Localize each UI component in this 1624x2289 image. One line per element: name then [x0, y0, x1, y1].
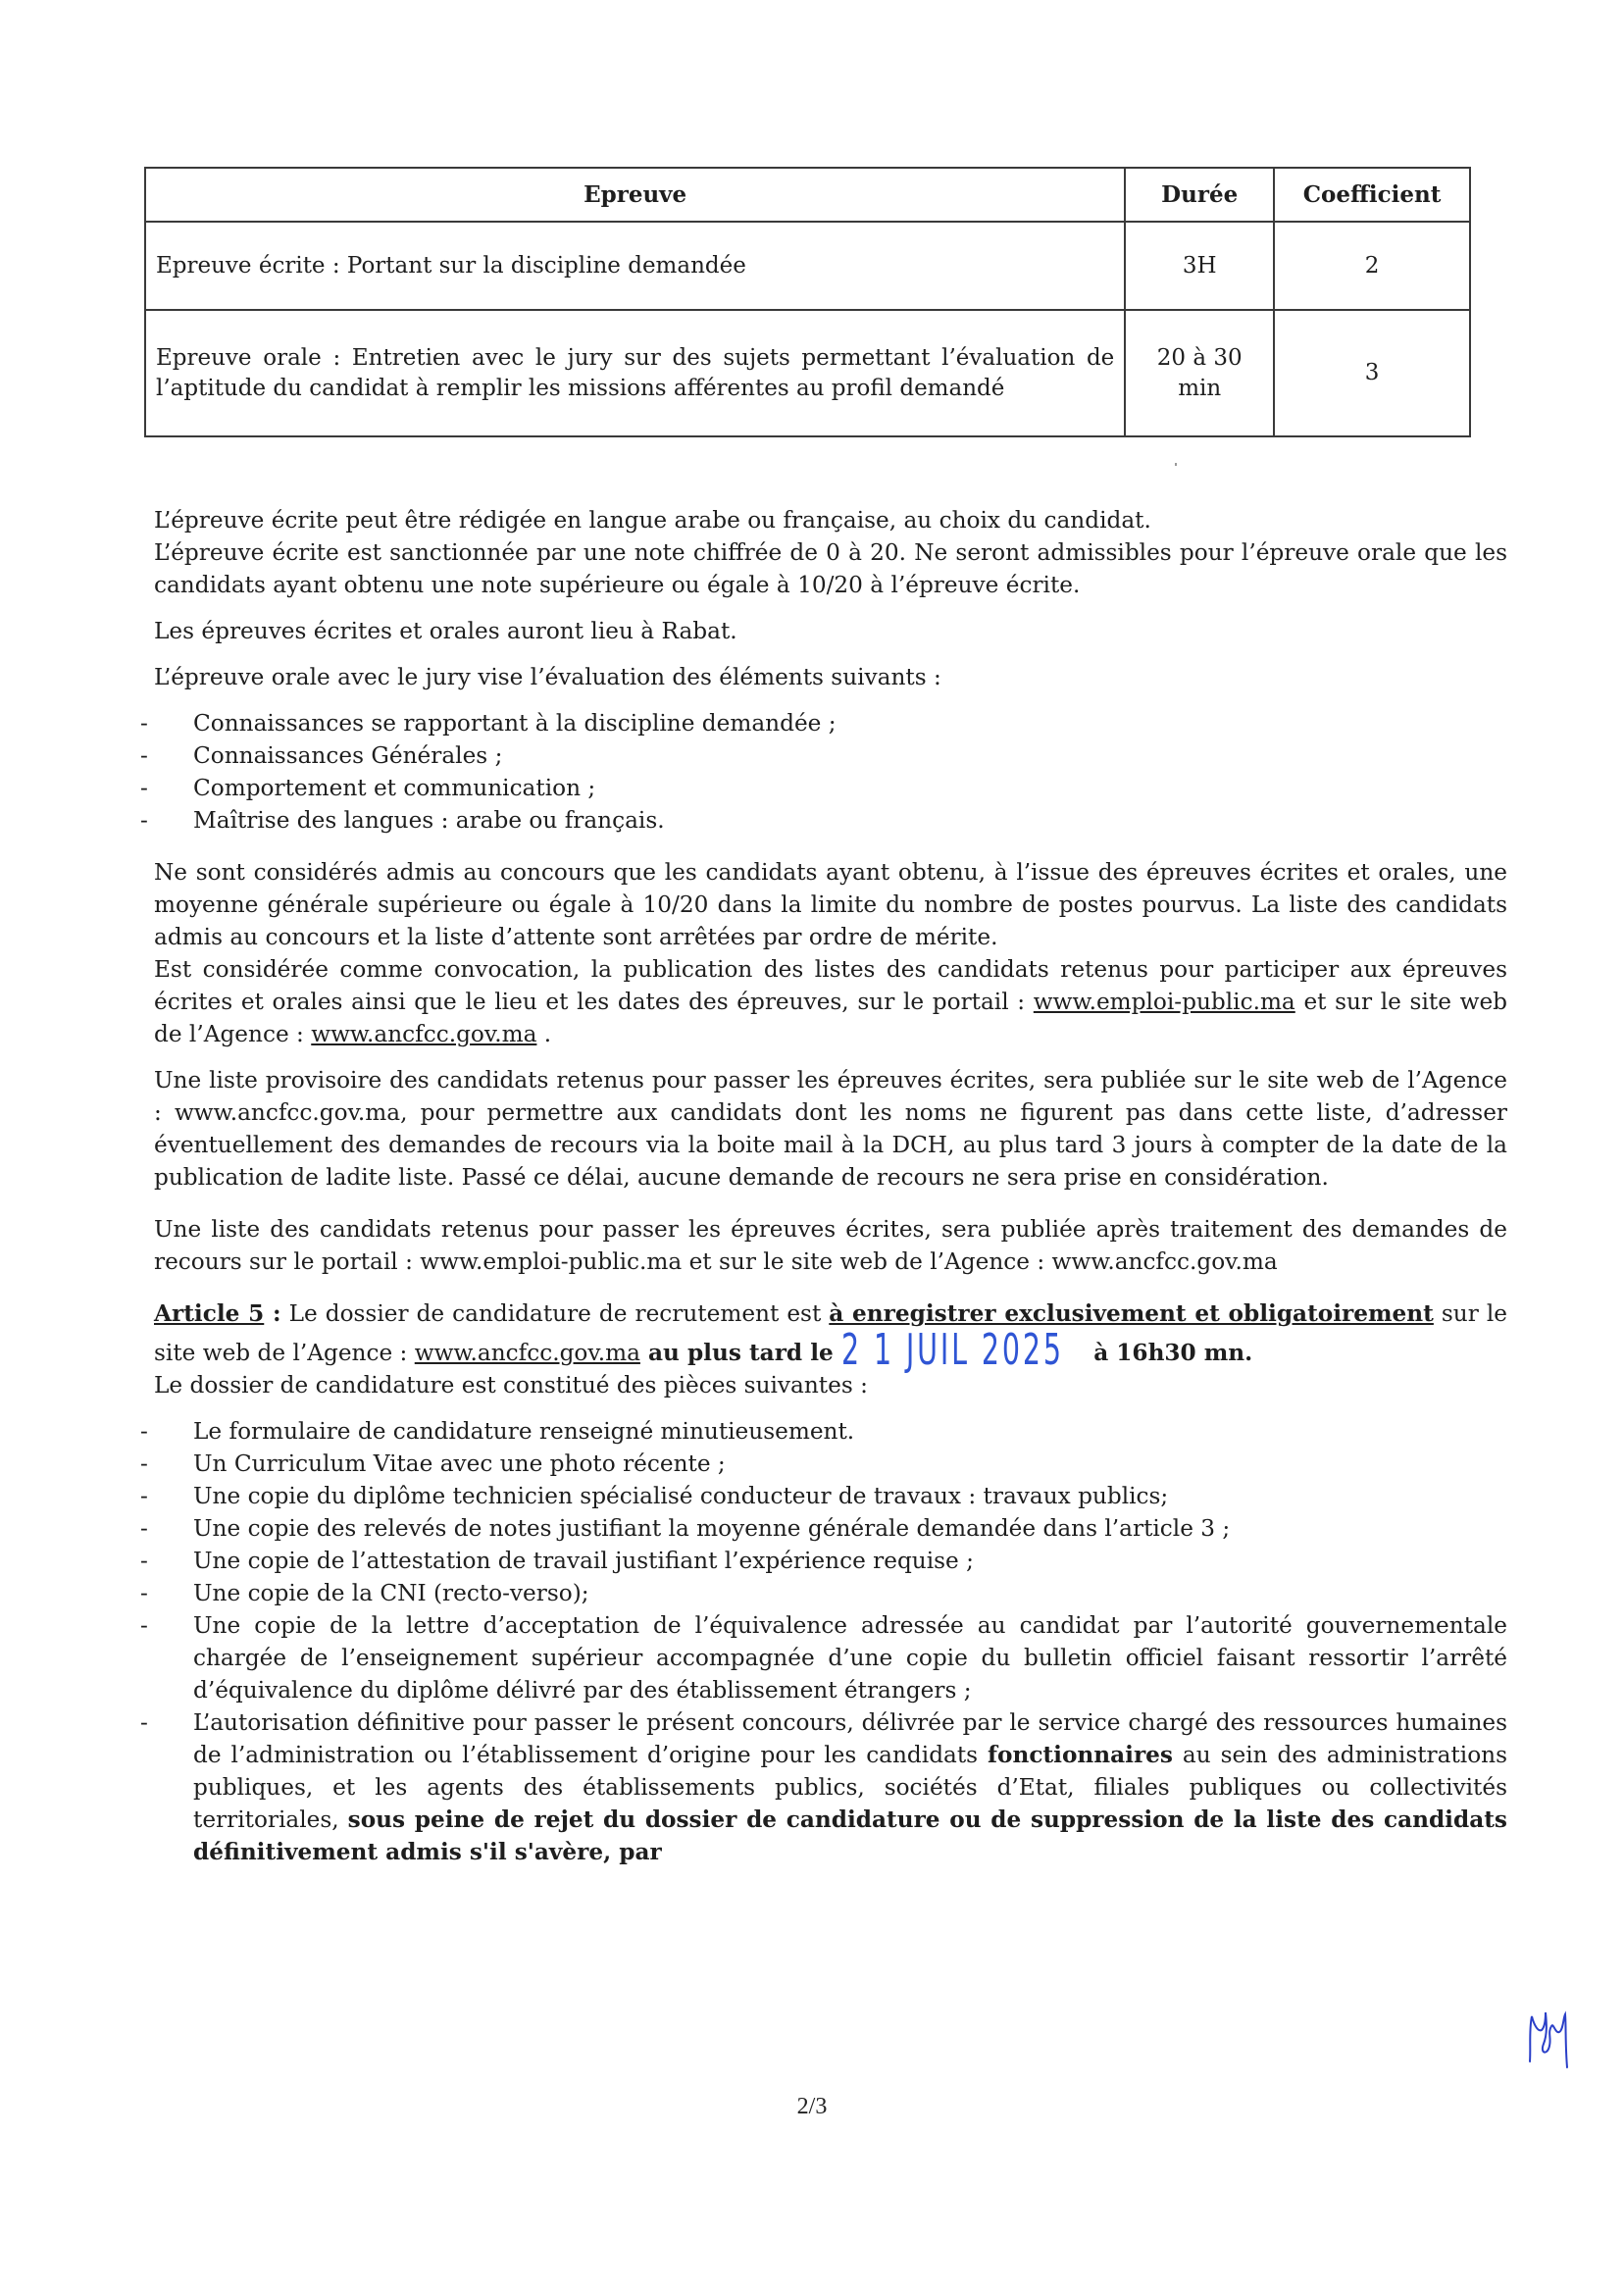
article-5-emphasis: à enregistrer exclusivement et obligatoirement	[829, 1300, 1434, 1327]
cell-duree: 3H	[1125, 222, 1274, 310]
list-item	[154, 1706, 1507, 1868]
list-item: - Le formulaire de candidature renseigné minutieusement.	[154, 1415, 1507, 1448]
list-item: - Une copie du diplôme technicien spécialisé conducteur de travaux : travaux publics;	[154, 1480, 1507, 1512]
deadline-prefix: au plus tard le	[639, 1340, 841, 1366]
header-epreuve: Epreuve	[145, 168, 1125, 222]
article-5-text-2: sur le site web de l’Agence :	[154, 1300, 1507, 1366]
signature-initials	[1526, 2005, 1595, 2073]
article-5-text: Le dossier de candidature de recrutement est	[280, 1300, 830, 1327]
cell-coefficient: 2	[1274, 222, 1470, 310]
list-item: - Une copie de la lettre d’acceptation de l’équivalence adressée au candidat par l’autorité gouvernementale chargée de l’enseignement supérieur accompagnée d’une copie du bulletin officiel faisant ressortir l’arrêté d’équivalence du diplôme délivré par des établissement étrangers ;	[154, 1609, 1507, 1706]
authorization-warning: sous peine de rejet du dossier de candidature ou de suppression de la liste des candidats définitivement admis s'il s'avère, par	[193, 1806, 1507, 1865]
cell-duree	[1125, 310, 1274, 436]
header-duree: Durée	[1125, 168, 1274, 222]
convocation-text-middle: et sur le site web de l’Agence :	[154, 989, 1508, 1047]
oral-criteria-list	[154, 707, 1507, 837]
article-5-colon: :	[264, 1300, 281, 1327]
paragraph-location: Les épreuves écrites et orales auront lieu à Rabat.	[154, 618, 737, 644]
table-row	[145, 222, 1470, 310]
ancfcc-link[interactable]: www.ancfcc.gov.ma	[414, 1340, 640, 1366]
paragraph-convocation	[154, 953, 1507, 1050]
duree-line-1: 20 à 30	[1156, 344, 1243, 371]
deadline-suffix: à 16h30 mn.	[1093, 1340, 1253, 1366]
emploi-public-link[interactable]: www.emploi-public.ma	[1033, 989, 1295, 1015]
paragraph-grading: L’épreuve écrite est sanctionnée par une note chiffrée de 0 à 20. Ne seront admissibles pour l’épreuve orale que les candidats ayant obtenu une note supérieure ou égale à 10/20 à l’épreuve écrite.	[154, 539, 1507, 598]
list-item: - Connaissances Générales ;	[154, 739, 1507, 772]
list-item: - Maîtrise des langues : arabe ou français.	[154, 804, 1507, 837]
article-5-paragraph	[154, 1297, 1507, 1375]
authorization-bold: fonctionnaires	[988, 1742, 1173, 1768]
ancfcc-link[interactable]: www.ancfcc.gov.ma	[311, 1021, 537, 1047]
required-documents-list	[154, 1415, 1507, 1868]
table-header-row	[145, 168, 1470, 222]
convocation-text-end: .	[536, 1021, 552, 1047]
cell-epreuve: Epreuve orale : Entretien avec le jury sur des sujets permettant l’évaluation de l’aptitude du candidat à remplir les missions afférentes au profil demandé	[145, 310, 1125, 436]
table-row	[145, 310, 1470, 436]
authorization-text-2: au sein des administrations publiques, et les agents des établissements publics, sociétés d’Etat, filiales publiques ou collectivités territoriales,	[193, 1742, 1507, 1833]
documents-intro: Le dossier de candidature est constitué des pièces suivantes :	[154, 1372, 868, 1399]
scan-speck	[1175, 463, 1177, 466]
paragraph-oral-intro: L’épreuve orale avec le jury vise l’évaluation des éléments suivants :	[154, 664, 941, 690]
list-item: - Une copie de la CNI (recto-verso);	[154, 1577, 1507, 1609]
article-5-heading: Article 5	[154, 1300, 265, 1327]
convocation-text: Est considérée comme convocation, la publication des listes des candidats retenus pour participer aux épreuves écrites et orales ainsi que le lieu et les dates des épreuves, sur le portail :	[154, 956, 1507, 1015]
paragraph-final-list: Une liste des candidats retenus pour passer les épreuves écrites, sera publiée après traitement des demandes de recours sur le portail : www.emploi-public.ma et sur le site web de l’Agence : www.ancfcc.gov.ma	[154, 1216, 1507, 1275]
cell-coefficient: 3	[1274, 310, 1470, 436]
paragraph-provisional-list: Une liste provisoire des candidats retenus pour passer les épreuves écrites, sera publiée sur le site web de l’Agence : www.ancfcc.gov.ma, pour permettre aux candidats dont les noms ne figurent pas dans cette liste, d’adresser éventuellement des demandes de recours via la boite mail à la DCH, au plus tard 3 jours à compter de la date de la publication de ladite liste. Passé ce délai, aucune demande de recours ne sera prise en considération.	[154, 1067, 1507, 1191]
date-stamp: 2 1 JUIL 2025	[840, 1325, 1064, 1375]
list-item: - Une copie de l’attestation de travail justifiant l’expérience requise ;	[154, 1545, 1507, 1577]
list-item: - Comportement et communication ;	[154, 772, 1507, 804]
duree-line-2: min	[1178, 375, 1222, 401]
cell-epreuve: Epreuve écrite : Portant sur la discipline demandée	[145, 222, 1125, 310]
list-item: - Connaissances se rapportant à la discipline demandée ;	[154, 707, 1507, 739]
body-section-exams	[154, 504, 1507, 1868]
signature-stroke	[1530, 2012, 1567, 2067]
authorization-text: L’autorisation définitive pour passer le présent concours, délivrée par le service chargé des ressources humaines de l’administration ou l’établissement d’origine pour les candidats	[193, 1709, 1507, 1768]
list-item: - Un Curriculum Vitae avec une photo récente ;	[154, 1448, 1507, 1480]
paragraph-admission: Ne sont considérés admis au concours que les candidats ayant obtenu, à l’issue des épreuves écrites et orales, une moyenne générale supérieure ou égale à 10/20 dans la limite du nombre de postes pourvus. La liste des candidats admis au concours et la liste d’attente sont arrêtées par ordre de mérite.	[154, 859, 1507, 950]
exam-table	[144, 167, 1471, 437]
page-number: 2/3	[796, 2094, 828, 2119]
header-coefficient: Coefficient	[1274, 168, 1470, 222]
list-item: - Une copie des relevés de notes justifiant la moyenne générale demandée dans l’article 3 ;	[154, 1512, 1507, 1545]
paragraph-language: L’épreuve écrite peut être rédigée en langue arabe ou française, au choix du candidat.	[154, 507, 1151, 534]
